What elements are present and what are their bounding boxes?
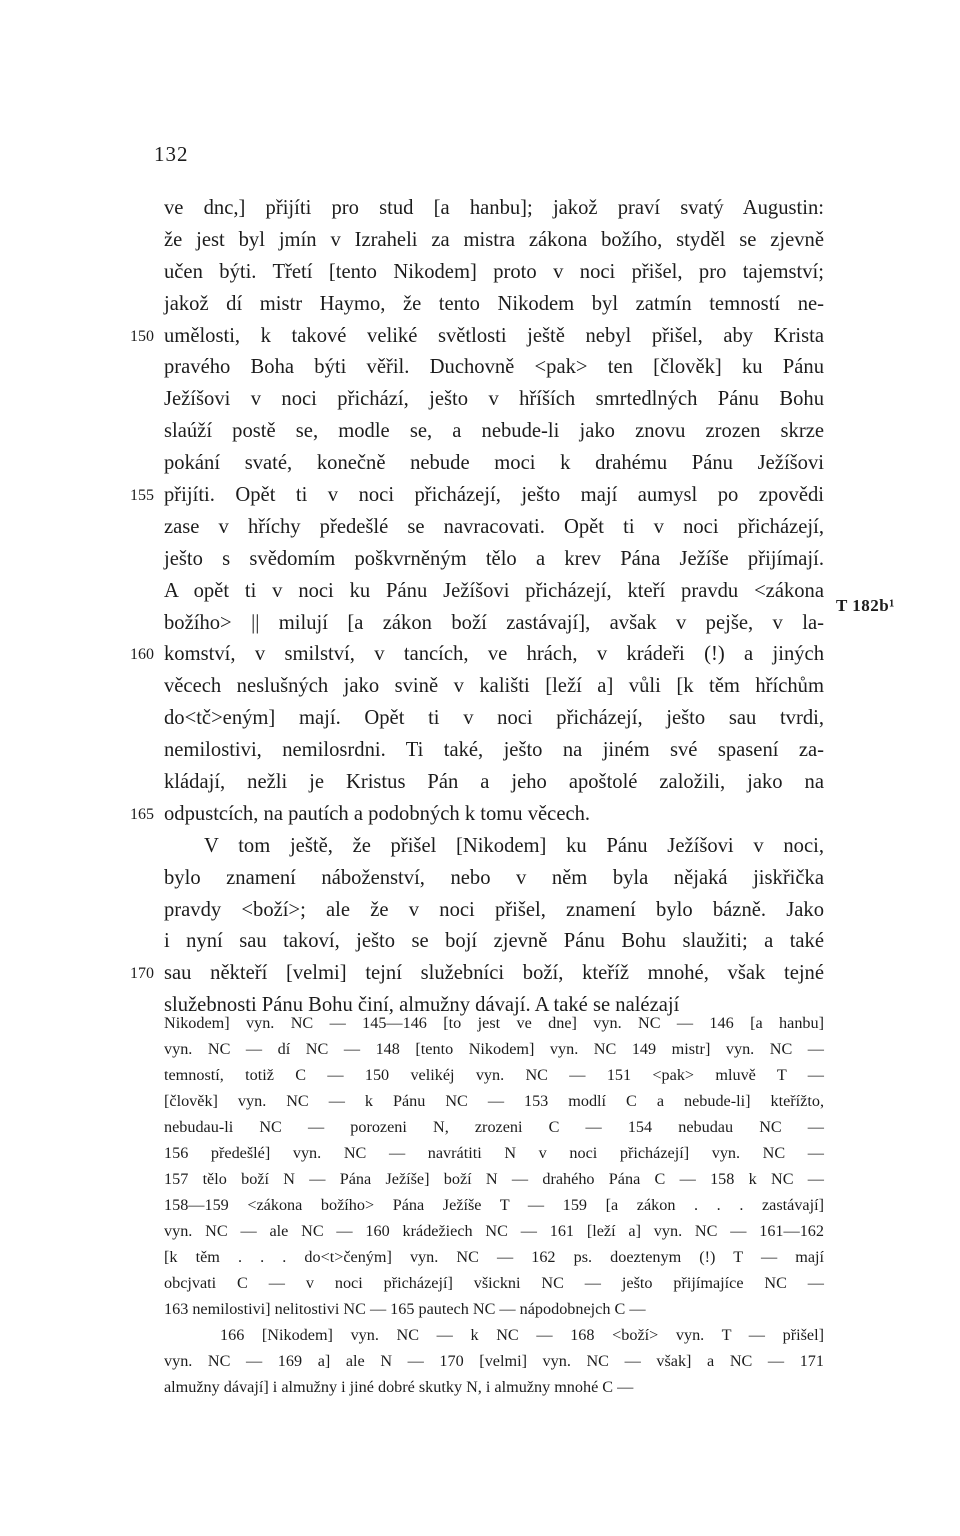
note-line: temností, totiž C — 150 velikéj vyn. NC — 151 <pak> mluvě T — — [164, 1066, 824, 1084]
note-line: 166 [Nikodem] vyn. NC — k NC — 168 <boží> vyn. T — přišel] — [220, 1326, 824, 1344]
note-line: 156 předešlé] vyn. NC — navrátiti N v noci přicházejí] vyn. NC — — [164, 1144, 824, 1162]
text-line — [130, 480, 824, 512]
text-line — [130, 958, 824, 990]
line-text: slaúží postě se, modle se, a nebude-li jako znovu zrozen skrze — [164, 420, 824, 443]
main-text — [130, 193, 824, 1022]
line-text: přijíti. Opět ti v noci přicházejí, ješto mají aumysl po zpovědi — [164, 484, 824, 507]
line-text: A opět ti v noci ku Pánu Ježíšovi přicházejí, kteří pravdu <zákona — [164, 579, 824, 602]
line-text: sau někteří [velmi] tejní služebníci boží, kteříž mnohé, však tejné — [164, 962, 824, 985]
note-line: [člověk] vyn. NC — k Pánu NC — 153 modlí C a nebude-li] kteřížto, — [164, 1092, 824, 1110]
note-line: 158—159 <zákona božího> Pána Ježíše T — 159 [a zákon . . . zastávají] — [164, 1196, 824, 1214]
note-line: nebudau-li NC — porozeni N, zrozeni C — 154 nebudau NC — — [164, 1118, 824, 1136]
line-text: pravého Boha býti věřil. Duchovně <pak> ten [člověk] ku Pánu — [164, 356, 824, 379]
text-line — [164, 225, 824, 257]
line-number: 150 — [130, 327, 154, 345]
note-line: vyn. NC — dí NC — 148 [tento Nikodem] vyn. NC 149 mistr] vyn. NC — — [164, 1040, 824, 1058]
margin-reference: T 182b¹ — [836, 596, 895, 615]
line-text: pokání svaté, konečně nebude moci k drahému Pánu Ježíšovi — [164, 452, 824, 475]
line-number: 155 — [130, 487, 154, 505]
line-text: i nyní sau takoví, ješto se bojí zjevně Pánu Bohu slaužiti; a také — [164, 930, 824, 953]
text-line — [164, 544, 824, 576]
text-line — [164, 735, 824, 767]
line-text: služebnosti Pánu Bohu činí, almužny dávají. A také se nalézají — [164, 994, 680, 1017]
text-line — [130, 639, 824, 671]
line-text: umělosti, k takové veliké světlosti ještě nebyl přišel, aby Krista — [164, 324, 824, 347]
text-line — [130, 799, 824, 831]
note-line: 157 tělo boží N — Pána Ježíše] boží N — drahého Pána C — 158 k NC — — [164, 1170, 824, 1188]
line-text: ješto s svědomím poškvrněným tělo a krev Pána Ježíše přijímají. — [164, 547, 824, 570]
line-text: V tom ještě, že přišel [Nikodem] ku Pánu Ježíšovi v noci, — [204, 834, 824, 857]
line-text: pravdy <boží>; ale že v noci přišel, znamení bylo bázně. Jako — [164, 898, 824, 921]
line-text: jakož dí mistr Haymo, že tento Nikodem byl zatmín temností ne- — [164, 292, 824, 315]
text-line — [164, 384, 824, 416]
text-line — [164, 448, 824, 480]
note-line: [k těm . . . do<t>čeným] vyn. NC — 162 ps. doeztenym (!) T — mají — [164, 1248, 824, 1266]
line-text: do<tč>eným] mají. Opět ti v noci přicházejí, ješto sau tvrdi, — [164, 707, 824, 730]
line-number: 170 — [130, 965, 154, 983]
note-line: vyn. NC — ale NC — 160 krádežiech NC — 161 [leží a] vyn. NC — 161—162 — [164, 1222, 824, 1240]
note-line: obcjvati C — v noci přicházejí] všickni NC — ješto přijímajíce NC — — [164, 1274, 824, 1292]
text-line — [164, 831, 824, 863]
text-line — [164, 576, 824, 608]
text-line — [164, 926, 824, 958]
page-number: 132 — [154, 142, 189, 166]
line-text: božího> || milují [a zákon boží zastávají], avšak v pejše, v la- — [164, 611, 824, 634]
text-line — [164, 608, 824, 640]
line-text: komství, v smilství, v tancích, ve hrách, v krádeři (!) a jiných — [164, 643, 824, 666]
text-line — [164, 512, 824, 544]
line-text: ve dnc,] přijíti pro stud [a hanbu]; jakož praví svatý Augustin: — [164, 197, 824, 219]
text-line — [164, 257, 824, 289]
line-text: kládají, nežli je Kristus Pán a jeho apoštolé založili, jako na — [164, 771, 824, 794]
text-line — [164, 863, 824, 895]
line-text: učen býti. Třetí [tento Nikodem] proto v noci přišel, pro tajemství; — [164, 260, 824, 283]
note-line: 163 nemilostivi] nelitostivi NC — 165 pautech NC — nápodobnejch C — — [164, 1300, 646, 1318]
text-line — [164, 193, 824, 225]
line-number: 160 — [130, 646, 154, 664]
line-text: věcech neslušných jako svině v kališti [leží a] vůli [k těm hříchům — [164, 675, 824, 698]
note-line: almužny dávají] i almužny i jiné dobré skutky N, i almužny mnohé C — — [164, 1378, 634, 1396]
text-line — [164, 289, 824, 321]
line-text: zase v hříchy předešlé se navracovati. Opět ti v noci přicházejí, — [164, 515, 824, 538]
critical-apparatus — [164, 1010, 824, 1400]
line-number: 165 — [130, 805, 154, 823]
line-text: odpustcích, na pautích a podobných k tomu věcech. — [164, 802, 591, 825]
text-line — [164, 671, 824, 703]
text-line — [164, 767, 824, 799]
text-line — [164, 895, 824, 927]
text-line — [164, 352, 824, 384]
text-line — [164, 703, 824, 735]
line-text: nemilostivi, nemilosrdni. Ti také, ješto na jiném své spasení za- — [164, 739, 824, 762]
note-line: vyn. NC — 169 a] ale N — 170 [velmi] vyn. NC — však] a NC — 171 — [164, 1352, 824, 1370]
line-text: že jest byl jmín v Izraheli za mistra zákona božího, styděl se zjevně — [164, 228, 824, 251]
note-line: Nikodem] vyn. NC — 145—146 [to jest ve dne] vyn. NC — 146 [a hanbu] — [164, 1014, 824, 1032]
line-text: bylo znamení náboženství, nebo v něm byla nějaká jiskřička — [164, 866, 824, 889]
text-line — [130, 321, 824, 353]
text-line — [164, 416, 824, 448]
line-text: Ježíšovi v noci přichází, ješto v hříších smrtedlných Pánu Bohu — [164, 388, 824, 411]
